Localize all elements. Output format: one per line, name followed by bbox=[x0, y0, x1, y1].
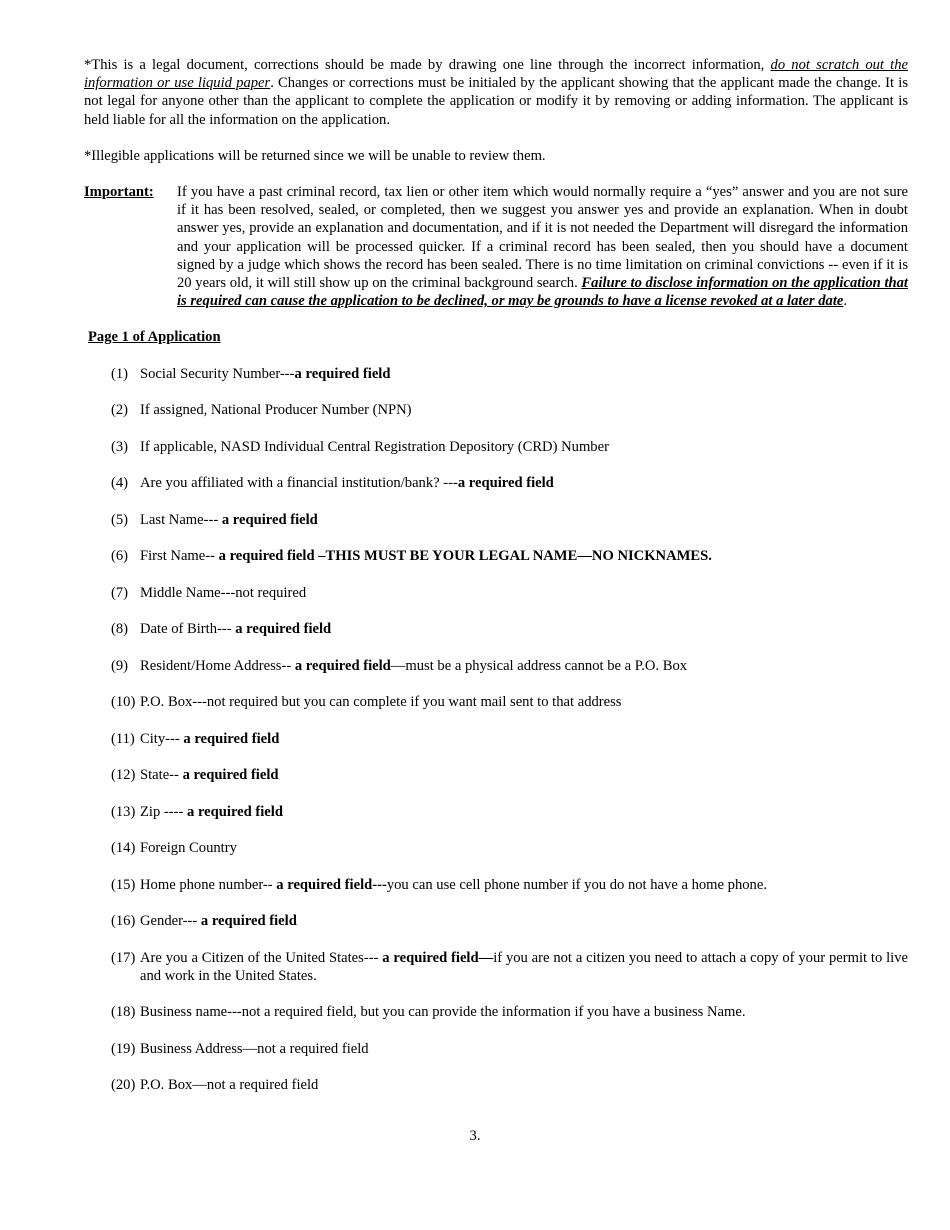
list-item bbox=[111, 620, 908, 638]
item-text: Middle Name---not required bbox=[140, 584, 307, 601]
no-scratch-warning: do not scratch out the information or use liquid paper bbox=[84, 57, 908, 92]
item-number: (1) bbox=[111, 365, 129, 382]
item-number: (3) bbox=[111, 438, 129, 455]
item-number: (8) bbox=[111, 621, 129, 638]
important-notice bbox=[84, 183, 908, 310]
item-text: City--- a required field bbox=[140, 730, 280, 747]
item-number: (6) bbox=[111, 548, 129, 565]
item-text: Last Name--- a required field bbox=[140, 511, 318, 528]
list-item bbox=[111, 511, 908, 529]
item-number: (7) bbox=[111, 584, 129, 601]
list-item bbox=[111, 1076, 908, 1094]
item-number: (15) bbox=[111, 876, 136, 893]
list-item bbox=[111, 401, 908, 419]
document-page bbox=[84, 56, 908, 1113]
list-item bbox=[111, 657, 908, 675]
item-text: P.O. Box—not a required field bbox=[140, 1077, 319, 1094]
item-number: (16) bbox=[111, 913, 136, 930]
list-item bbox=[111, 766, 908, 784]
item-text: P.O. Box---not required but you can complete if you want mail sent to that address bbox=[140, 694, 622, 711]
item-text: Foreign Country bbox=[140, 840, 237, 857]
item-text: State-- a required field bbox=[140, 767, 279, 784]
important-label: Important: bbox=[84, 184, 154, 201]
item-number: (13) bbox=[111, 803, 136, 820]
list-item bbox=[111, 365, 908, 383]
item-number: (11) bbox=[111, 730, 135, 747]
item-number: (5) bbox=[111, 511, 129, 528]
item-text: If applicable, NASD Individual Central Registration Depository (CRD) Number bbox=[140, 438, 609, 455]
list-item bbox=[111, 584, 908, 602]
item-number: (12) bbox=[111, 767, 136, 784]
item-number: (10) bbox=[111, 694, 136, 711]
list-item bbox=[111, 839, 908, 857]
list-item bbox=[111, 438, 908, 456]
item-number: (20) bbox=[111, 1077, 136, 1094]
field-instructions-list bbox=[111, 365, 908, 1095]
item-text: Home phone number-- a required field---you can use cell phone number if you do not have a home phone. bbox=[140, 876, 767, 893]
item-number: (14) bbox=[111, 840, 136, 857]
disclosure-warning: Failure to disclose information on the application that is required can cause the application to be declined, or may be grounds to have a license revoked at a later date bbox=[177, 275, 908, 310]
item-text: Resident/Home Address-- a required field—must be a physical address cannot be a P.O. Box bbox=[140, 657, 688, 674]
list-item bbox=[111, 949, 908, 985]
list-item bbox=[111, 803, 908, 821]
list-item bbox=[111, 474, 908, 492]
item-text: Date of Birth--- a required field bbox=[140, 621, 332, 638]
page-number: 3. bbox=[469, 1128, 481, 1144]
item-number: (18) bbox=[111, 1004, 136, 1021]
list-item bbox=[111, 730, 908, 748]
important-text: If you have a past criminal record, tax lien or other item which would normally require a “yes” answer and you are not sure if it has been resolved, sealed, or completed, then we suggest you answer yes and provide an explanation. When in doubt answer yes, provide an explanation and documentation, and if it is not needed the Department will disregard the information and your application will be processed quicker. If a criminal record has been sealed, then you should have a document signed by a judge which shows the record has been sealed. There is no time limitation on criminal convictions -- even if it is 20 years old, it will still show up on the criminal background search. Failure to disclose information on the application that is required can cause the application to be declined, or may be grounds to have a license revoked at a later date. bbox=[177, 184, 908, 310]
item-text: Zip ---- a required field bbox=[140, 803, 283, 820]
list-item bbox=[111, 876, 908, 894]
list-item bbox=[111, 547, 908, 565]
item-text: Business Address—not a required field bbox=[140, 1040, 369, 1057]
item-text: Are you affiliated with a financial institution/bank? ---a required field bbox=[140, 475, 554, 492]
item-text: Gender--- a required field bbox=[140, 913, 297, 930]
item-number: (4) bbox=[111, 475, 129, 492]
list-item bbox=[111, 912, 908, 930]
list-item bbox=[111, 1003, 908, 1021]
item-text: Social Security Number---a required field bbox=[140, 365, 391, 382]
list-item bbox=[111, 693, 908, 711]
item-text: If assigned, National Producer Number (NPN) bbox=[140, 402, 412, 419]
list-item bbox=[111, 1040, 908, 1058]
illegible-notice-paragraph: *Illegible applications will be returned since we will be unable to review them. bbox=[84, 147, 546, 164]
legal-notice-paragraph: *This is a legal document, corrections should be made by drawing one line through the incorrect information, do not scratch out the information or use liquid paper. Changes or corrections must be initialed by the applicant showing that the applicant made the change. It is not legal for anyone other than the applicant to complete the application or modify it by removing or adding information. The applicant is held liable for all the information on the application. bbox=[84, 57, 909, 128]
item-text: First Name-- a required field –THIS MUST BE YOUR LEGAL NAME—NO NICKNAMES. bbox=[140, 548, 712, 565]
item-text: Business name---not a required field, but you can provide the information if you have a business Name. bbox=[140, 1004, 746, 1021]
item-text: Are you a Citizen of the United States--- a required field—if you are not a citizen you need to attach a copy of your permit to live and work in the United States. bbox=[140, 949, 908, 984]
item-number: (9) bbox=[111, 657, 129, 674]
item-number: (2) bbox=[111, 402, 129, 419]
section-title: Page 1 of Application bbox=[88, 329, 221, 346]
item-number: (17) bbox=[111, 949, 136, 966]
item-number: (19) bbox=[111, 1040, 136, 1057]
